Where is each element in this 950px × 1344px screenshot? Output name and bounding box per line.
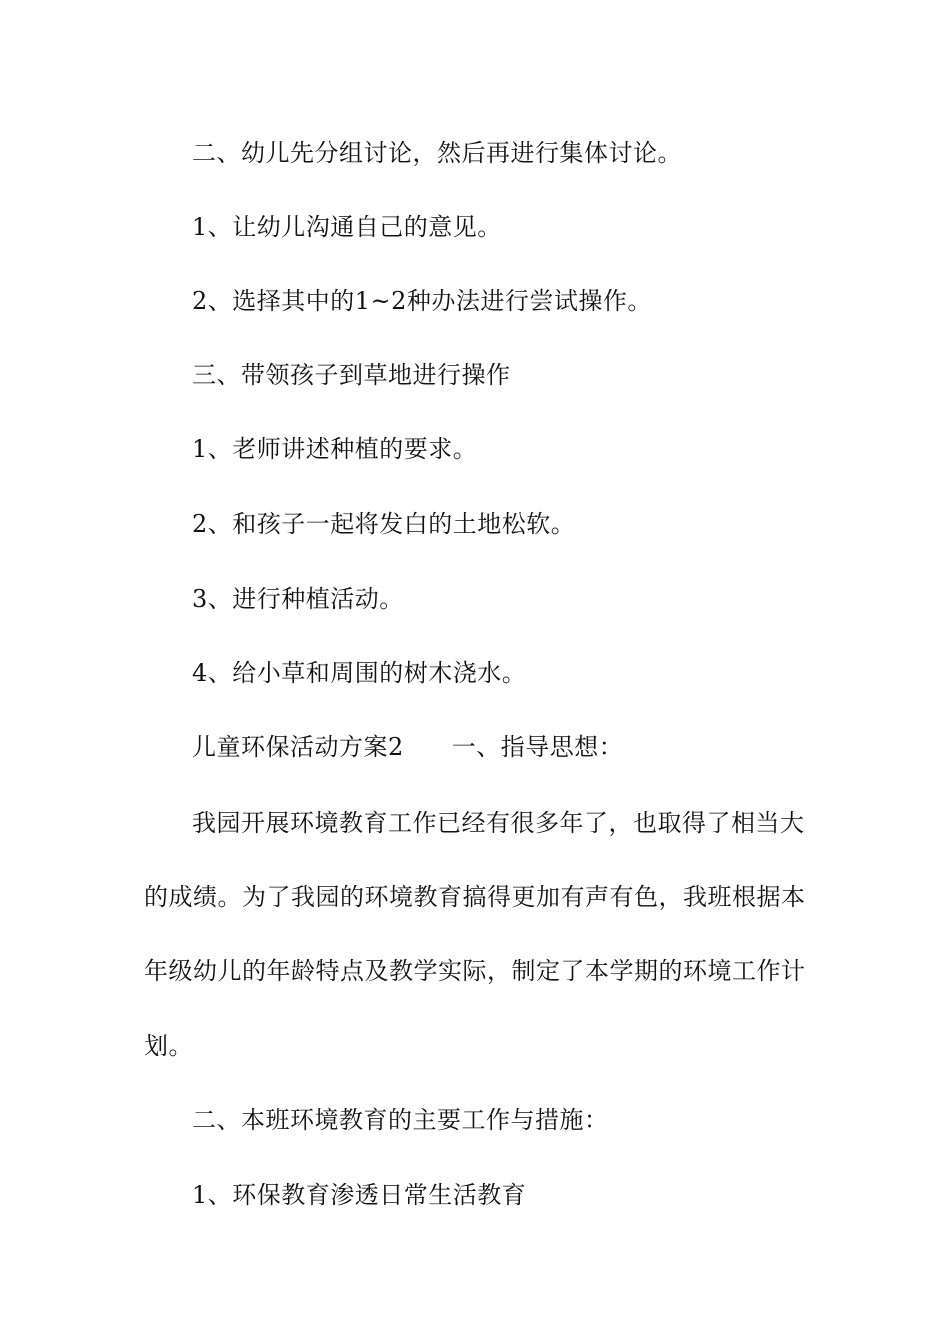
text-line: 二、幼儿先分组讨论，然后再进行集体讨论。: [192, 139, 682, 167]
paragraph-line: 的成绩。为了我园的环境教育搞得更加有声有色，我班根据本: [144, 883, 806, 911]
section-heading-line: [192, 732, 623, 762]
section-subheading: 一、指导思想：: [451, 733, 624, 761]
section-title: 儿童环保活动方案2: [192, 733, 404, 761]
text-line: 2、和孩子一起将发白的土地松软。: [192, 510, 576, 538]
text-line: 2、选择其中的1~2种办法进行尝试操作。: [192, 287, 652, 315]
paragraph-line: 我园开展环境教育工作已经有很多年了，也取得了相当大: [192, 809, 805, 837]
text-line: 4、给小草和周围的树木浇水。: [192, 659, 527, 687]
text-line: 三、带领孩子到草地进行操作: [192, 361, 511, 389]
text-line: 3、进行种植活动。: [192, 585, 404, 613]
paragraph-line: 年级幼儿的年龄特点及教学实际，制定了本学期的环境工作计: [144, 957, 806, 985]
text-line: 1、老师讲述种植的要求。: [192, 435, 478, 463]
text-line: 1、让幼儿沟通自己的意见。: [192, 213, 502, 241]
paragraph-line: 划。: [144, 1032, 193, 1060]
text-line: 二、本班环境教育的主要工作与措施：: [192, 1106, 609, 1134]
text-line: 1、环保教育渗透日常生活教育: [192, 1181, 527, 1209]
